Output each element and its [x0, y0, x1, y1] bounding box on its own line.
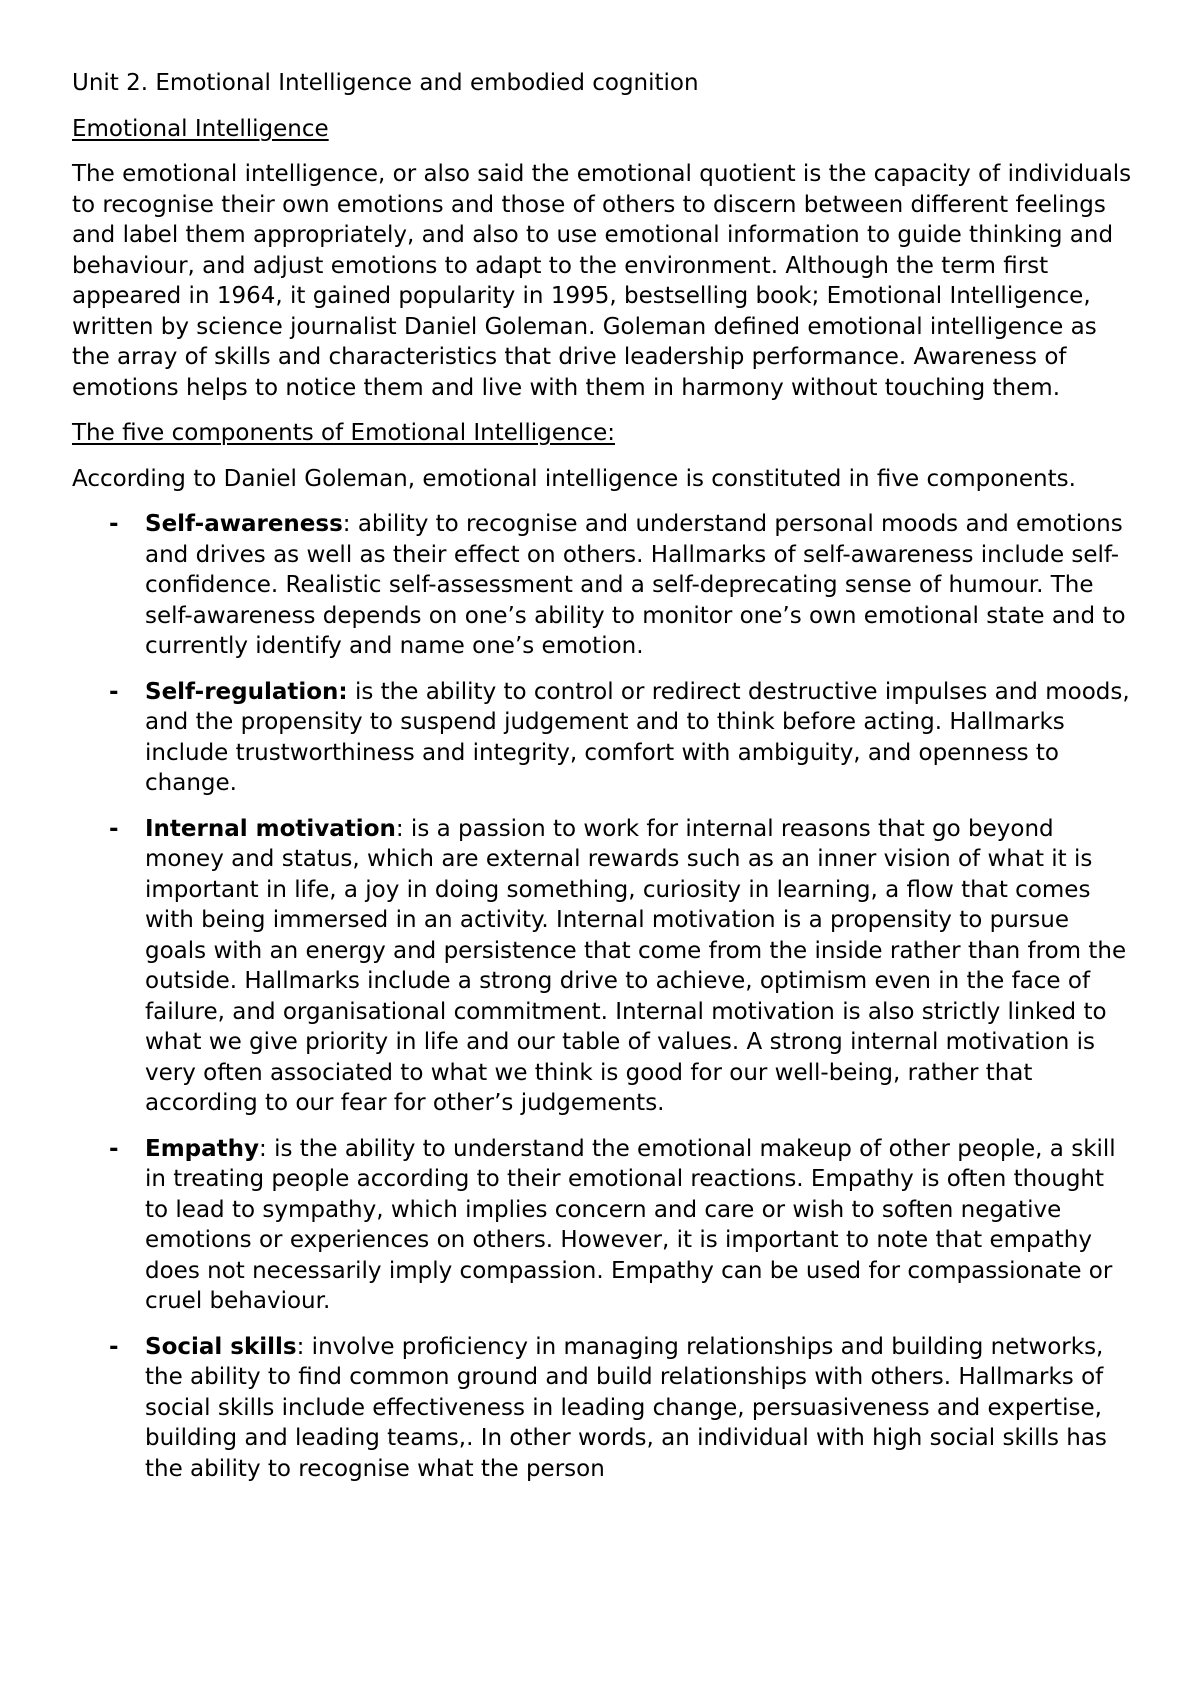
- bullet-dash: -: [109, 511, 119, 537]
- document-page: [72, 68, 1132, 1499]
- component-description: : ability to recognise and understand personal moods and emotions and drives as well as their effect on others. Hallmarks of self-awareness include self-confidence. Realistic self-assessment and a self-deprecating sense of humour. The self-awareness depends on one’s ability to monitor one’s own emotional state and to currently identify and name one’s emotion.: [145, 511, 1126, 659]
- component-term: Social skills: [145, 1333, 297, 1360]
- component-description: : involve proficiency in managing relationships and building networks, the ability to find common ground and build relationships with others. Hallmarks of social skills include effectiveness in leading change, persuasiveness and expertise, building and leading teams,. In other words, an individual with high social skills has the ability to recognise what the person: [145, 1333, 1107, 1482]
- component-term: Empathy: [145, 1135, 260, 1162]
- bullet-dash: -: [109, 815, 119, 842]
- component-description: : is a passion to work for internal reasons that go beyond money and status, which are external rewards such as an inner vision of what it is important in life, a joy in doing something, curiosity in learning, a flow that comes with being immersed in an activity. Internal motivation is a propensity to pursue goals with an energy and persistence that come from the inside rather than from the outside. Hallmarks include a strong drive to achieve, optimism even in the face of failure, and organisational commitment. Internal motivation is also strictly linked to what we give priority in life and our table of values. A strong internal motivation is very often associated to what we think is good for our well-being, rather that according to our fear for other’s judgements.: [145, 815, 1127, 1116]
- list-item: [72, 1332, 1132, 1485]
- components-intro: According to Daniel Goleman, emotional intelligence is constituted in five components.: [72, 465, 1076, 492]
- components-heading-text: The five components of Emotional Intelligence:: [72, 420, 615, 446]
- list-item: [72, 814, 1132, 1119]
- section-heading-text: Emotional Intelligence: [72, 115, 329, 142]
- list-item: [72, 1134, 1132, 1317]
- components-list: [72, 509, 1132, 1484]
- unit-title: Unit 2. Emotional Intelligence and embodied cognition: [72, 70, 699, 96]
- components-heading: [72, 418, 1132, 449]
- list-item: [72, 677, 1132, 799]
- component-term: Self-awareness: [145, 511, 343, 537]
- intro-paragraph: The emotional intelligence, or also said the emotional quotient is the capacity of individuals to recognise their own emotions and those of others to discern between different feelings and label them appropriately, and also to use emotional information to guide thinking and behaviour, and adjust emotions to adapt to the environment. Although the term first appeared in 1964, it gained popularity in 1995, bestselling book; Emotional Intelligence, written by science journalist Daniel Goleman. Goleman defined emotional intelligence as the array of skills and characteristics that drive leadership performance. Awareness of emotions helps to notice them and live with them in harmony without touching them.: [72, 161, 1132, 401]
- bullet-dash: -: [109, 1135, 119, 1162]
- list-item: [72, 509, 1132, 662]
- section-heading: [72, 114, 1132, 145]
- bullet-dash: -: [109, 678, 119, 705]
- component-term: Self-regulation:: [145, 678, 348, 705]
- component-term: Internal motivation: [145, 815, 396, 842]
- bullet-dash: -: [109, 1333, 119, 1360]
- component-description: : is the ability to understand the emotional makeup of other people, a skill in treating people according to their emotional reactions. Empathy is often thought to lead to sympathy, which implies concern and care or wish to soften negative emotions or experiences on others. However, it is important to note that empathy does not necessarily imply compassion. Empathy can be used for compassionate or cruel behaviour.: [145, 1135, 1116, 1314]
- component-description: is the ability to control or redirect destructive impulses and moods, and the propensity to suspend judgement and to think before acting. Hallmarks include trustworthiness and integrity, comfort with ambiguity, and openness to change.: [145, 678, 1130, 796]
